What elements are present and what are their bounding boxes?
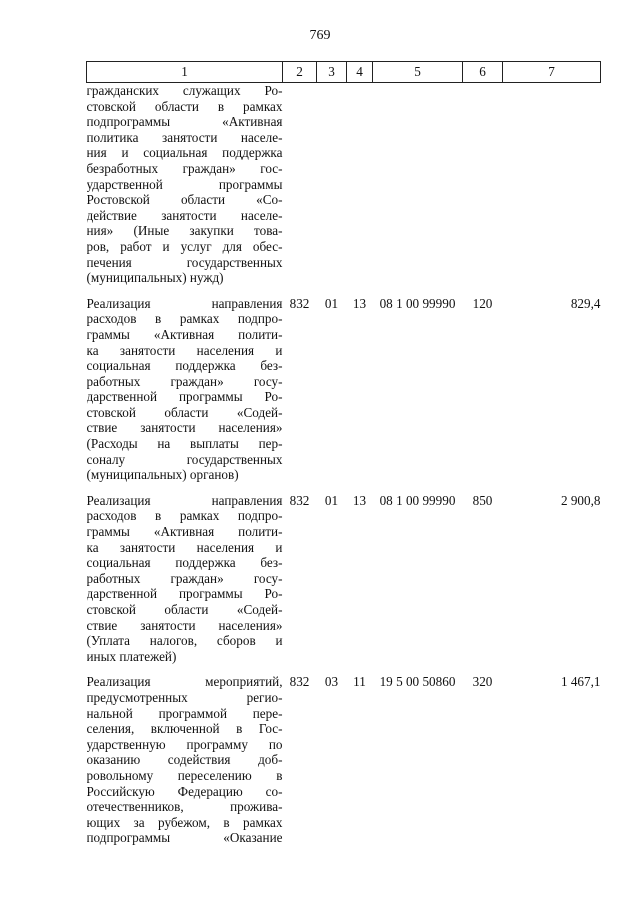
- column-header-2: 2: [283, 62, 317, 83]
- description-line: стовской области «Содей-: [86, 404, 283, 420]
- column-header-5: 5: [373, 62, 463, 83]
- target-article-code: 19 5 00 50860: [379, 674, 456, 690]
- description-line: иных платежей): [86, 648, 177, 664]
- row-spacer-cell: [87, 286, 601, 296]
- description-line: ка занятости населения и: [86, 342, 283, 358]
- section-code: [317, 83, 347, 286]
- column-header-1: 1: [87, 62, 283, 83]
- expense-type-code: 850: [472, 492, 493, 508]
- column-header-7: 7: [503, 62, 601, 83]
- ministry-code: 832: [289, 674, 310, 690]
- description-line: стовской области «Содей-: [86, 602, 283, 617]
- subsection-code: 13: [352, 295, 367, 311]
- row-spacer: [87, 286, 601, 296]
- table-row: [87, 296, 601, 483]
- description-line: действие занятости населе-: [86, 207, 283, 223]
- amount-value: [503, 83, 601, 286]
- description-line: ющих за рубежом, в рамках: [86, 814, 283, 830]
- subsection-code: 11: [353, 674, 366, 690]
- page-number: 769: [309, 28, 331, 43]
- description-line: (Уплата налогов, сборов и: [86, 633, 283, 649]
- row-description: [87, 83, 283, 286]
- description-line: Реализация мероприятий,: [86, 674, 283, 690]
- description-line: Ростовской области «Со-: [86, 192, 283, 208]
- budget-table: [86, 61, 601, 846]
- description-line: дарственной программы Ро-: [86, 586, 283, 602]
- description-line: ударственную программу по: [86, 736, 283, 752]
- amount-value: 2 900,8: [560, 492, 601, 508]
- description-line: ния и социальная поддержка: [86, 145, 283, 161]
- description-line: подпрограммы «Оказание: [86, 830, 283, 846]
- row-description: [87, 493, 283, 665]
- description-line: социальная поддержка без-: [86, 555, 283, 571]
- description-line: ка занятости населения и: [86, 539, 283, 555]
- table-row: [87, 83, 601, 286]
- description-line: отечественников, прожива-: [86, 799, 283, 815]
- section-code: 03: [324, 674, 339, 690]
- ministry-code: 832: [289, 492, 310, 508]
- row-spacer-cell: [87, 483, 601, 493]
- amount-value: 829,4: [570, 295, 601, 311]
- description-line: (муниципальных) органов): [86, 467, 239, 483]
- description-line: Реализация направления: [86, 295, 283, 311]
- expense-type-code: 320: [472, 674, 493, 690]
- description-line: политика занятости населе-: [86, 129, 283, 145]
- description-line: гражданских служащих Ро-: [86, 83, 283, 98]
- table-row: [87, 674, 601, 846]
- description-line: расходов в рамках подпро-: [86, 508, 283, 524]
- target-article-code: [373, 83, 463, 286]
- subsection-code: 13: [352, 492, 367, 508]
- section-code: 01: [324, 295, 339, 311]
- description-line: (Расходы на выплаты пер-: [86, 436, 283, 452]
- column-header-3: 3: [317, 62, 347, 83]
- table-header-row: [87, 62, 601, 83]
- description-line: печения государственных: [86, 254, 283, 270]
- description-line: социальная поддержка без-: [86, 358, 283, 374]
- description-line: ствие занятости населения»: [86, 617, 283, 633]
- description-line: ствие занятости населения»: [86, 420, 283, 436]
- row-description: [87, 296, 283, 483]
- row-spacer: [87, 664, 601, 674]
- description-line: работных граждан» госу-: [86, 570, 283, 586]
- subsection-code: [347, 83, 373, 286]
- description-line: (муниципальных) нужд): [86, 270, 224, 286]
- column-header-6: 6: [463, 62, 503, 83]
- target-article-code: 08 1 00 99990: [379, 295, 456, 311]
- description-line: нальной программой пере-: [86, 705, 283, 721]
- description-line: дарственной программы Ро-: [86, 389, 283, 405]
- description-line: селения, включенной в Гос-: [86, 721, 283, 737]
- column-header-4: 4: [347, 62, 373, 83]
- ministry-code: 832: [289, 295, 310, 311]
- description-line: соналу государственных: [86, 451, 283, 467]
- description-line: Реализация направления: [86, 492, 283, 508]
- description-line: оказанию содействия доб-: [86, 752, 283, 768]
- row-spacer: [87, 483, 601, 493]
- target-article-code: 08 1 00 99990: [379, 492, 456, 508]
- row-description: [87, 674, 283, 846]
- description-line: работных граждан» госу-: [86, 373, 283, 389]
- description-line: граммы «Активная полити-: [86, 524, 283, 540]
- description-line: ров, работ и услуг для обес-: [86, 238, 283, 254]
- description-line: граммы «Активная полити-: [86, 326, 283, 342]
- description-line: ния» (Иные закупки това-: [86, 223, 283, 239]
- description-line: расходов в рамках подпро-: [86, 311, 283, 327]
- expense-type-code: 120: [472, 295, 493, 311]
- section-code: 01: [324, 492, 339, 508]
- description-line: предусмотренных регио-: [86, 689, 283, 705]
- description-line: стовской области в рамках: [86, 98, 283, 114]
- table-row: [87, 493, 601, 665]
- description-line: ударственной программы: [86, 176, 283, 192]
- description-line: безработных граждан» гос-: [86, 160, 283, 176]
- row-spacer-cell: [87, 664, 601, 674]
- expense-type-code: [463, 83, 503, 286]
- description-line: ровольному переселению в: [86, 767, 283, 783]
- description-line: подпрограммы «Активная: [86, 114, 283, 130]
- ministry-code: [283, 83, 317, 286]
- amount-value: 1 467,1: [560, 674, 601, 690]
- description-line: Российскую Федерацию со-: [86, 783, 283, 799]
